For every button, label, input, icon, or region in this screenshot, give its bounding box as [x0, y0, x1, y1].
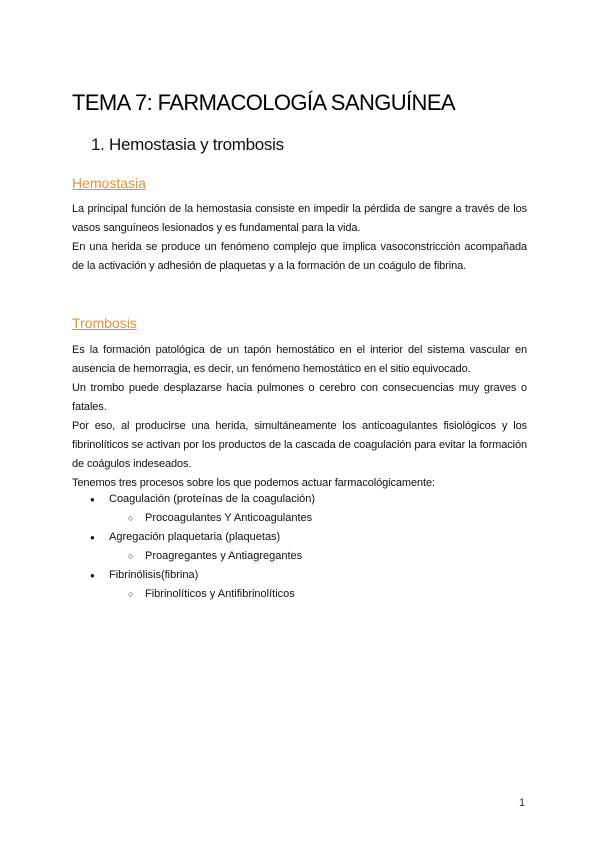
page-number: 1	[519, 797, 526, 809]
paragraph: Es la formación patológica de un tapón hemostático en el interior del sistema vascular en ausencia de hemorragia, es decir, un fenómeno hemostático en el sitio equivocado.	[72, 344, 527, 375]
heading-hemostasia: Hemostasia	[72, 175, 146, 191]
sub-list-item: ○ Procoagulantes Y Anticoagulantes	[72, 509, 315, 528]
document-title: TEMA 7: FARMACOLOGÍA SANGUÍNEA	[72, 90, 455, 115]
trombosis-body	[72, 341, 527, 493]
list-item: ● Fibrinólisis(fibrina)	[72, 566, 315, 585]
processes-list	[72, 490, 315, 604]
heading-trombosis: Trombosis	[72, 315, 137, 331]
paragraph: Un trombo puede desplazarse hacia pulmones o cerebro con consecuencias muy graves o fatales.	[72, 382, 527, 413]
sub-list-item: ○ Proagregantes y Antiagregantes	[72, 547, 315, 566]
list-item: ● Coagulación (proteínas de la coagulación)	[72, 490, 315, 509]
section-subtitle: 1. Hemostasia y trombosis	[91, 135, 284, 154]
paragraph: Por eso, al producirse una herida, simultáneamente los anticoagulantes fisiológicos y los fibrinolíticos se activan por los productos de la cascada de coagulación para evitar la formación de coágulos indeseados.	[72, 420, 527, 470]
hemostasia-body	[72, 200, 527, 276]
paragraph: Tenemos tres procesos sobre los que podemos actuar farmacológicamente:	[72, 477, 435, 489]
paragraph: La principal función de la hemostasia consiste en impedir la pérdida de sangre a través de los vasos sanguíneos lesionados y es fundamental para la vida.	[72, 203, 527, 234]
list-item: ● Agregación plaquetaria (plaquetas)	[72, 528, 315, 547]
sub-list-item: ○ Fibrinolíticos y Antifibrinolíticos	[72, 585, 315, 604]
paragraph: En una herida se produce un fenómeno complejo que implica vasoconstricción acompañada de la activación y adhesión de plaquetas y a la formación de un coágulo de fibrina.	[72, 241, 527, 272]
